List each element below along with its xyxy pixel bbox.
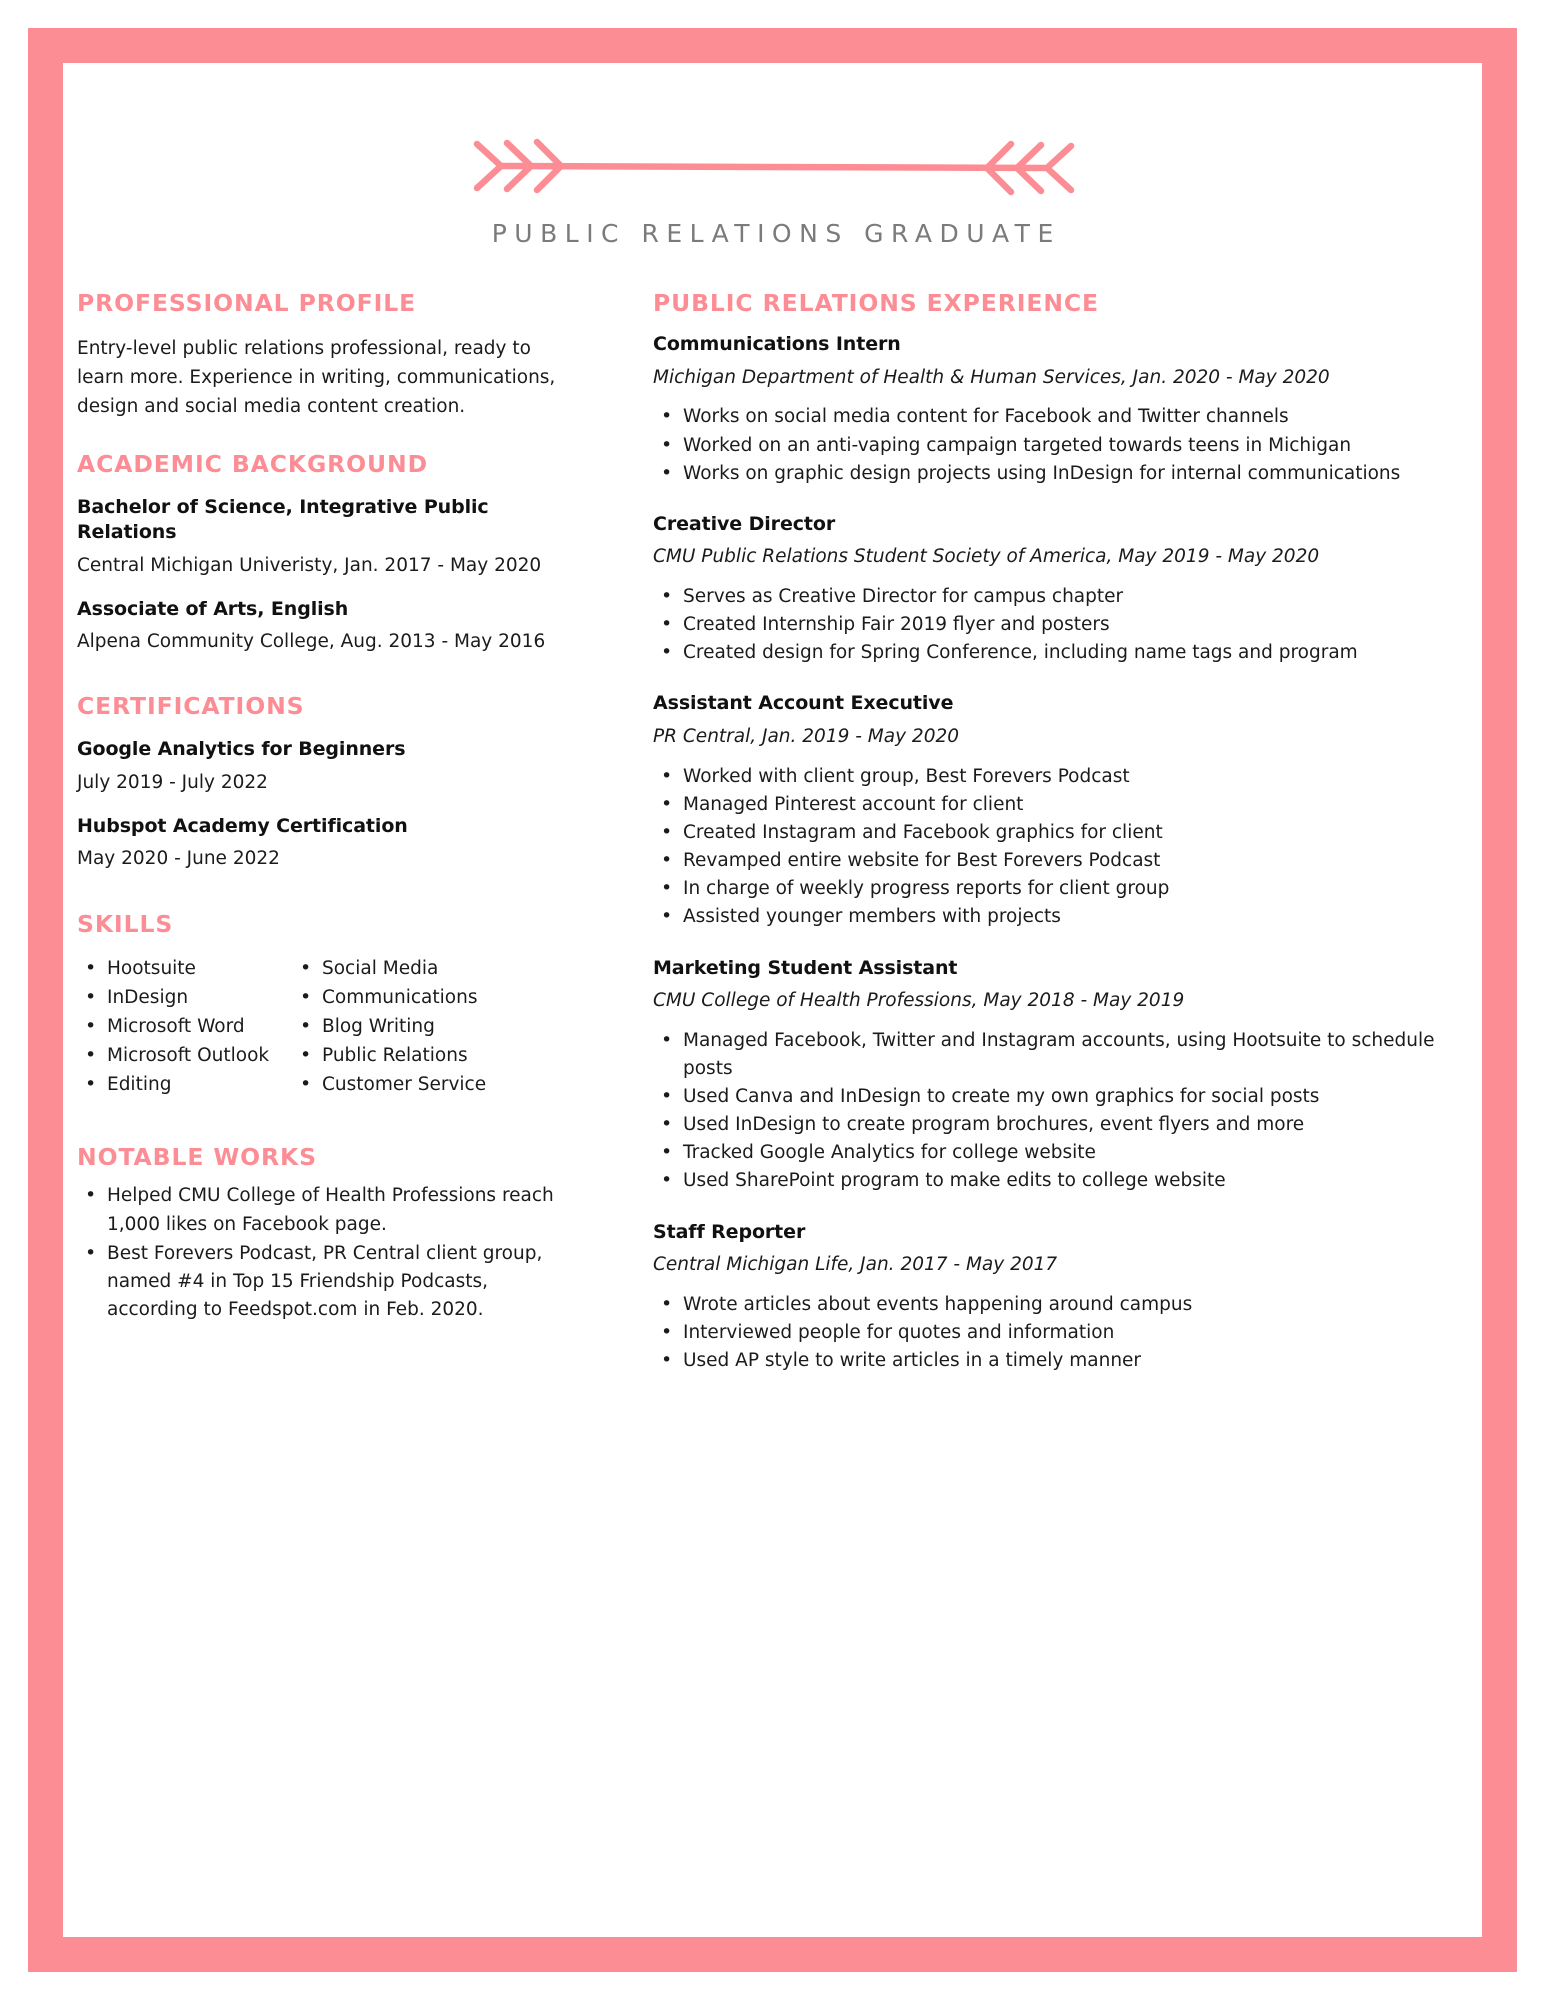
two-column-body (63, 290, 1482, 1375)
education-detail: Central Michigan Univeristy, Jan. 2017 - May 2020 (77, 554, 542, 576)
skills-list (77, 955, 292, 1100)
job-employer: Central Michigan Life, Jan. 2017 - May 2017 (653, 1254, 1058, 1276)
list-item: • Helped CMU College of Health Professions reach 1,000 likes on Facebook page. (77, 1182, 566, 1238)
list-item: • Tracked Google Analytics for college website (653, 1139, 1466, 1167)
list-item: • Social Media (292, 955, 566, 983)
certification-entry (77, 737, 566, 796)
list-item: • In charge of weekly progress reports for client group (653, 875, 1466, 903)
job-bullets (653, 403, 1466, 487)
arrow-decoration (63, 125, 1482, 205)
list-item: • Managed Facebook, Twitter and Instagram accounts, using Hootsuite to schedule posts (653, 1027, 1466, 1083)
job-entry (653, 1220, 1466, 1376)
professional-profile-text: Entry-level public relations professional, ready to learn more. Experience in writing, communications, design and social media content creation. (77, 338, 556, 418)
job-entry (653, 512, 1466, 668)
certification-name: Hubspot Academy Certification (77, 814, 408, 837)
list-item: • Managed Pinterest account for client (653, 791, 1466, 819)
education-entry (77, 495, 566, 580)
list-item: • Wrote articles about events happening around campus (653, 1291, 1466, 1319)
section-academic-background (77, 451, 566, 656)
list-item: • Serves as Creative Director for campus chapter (653, 583, 1466, 611)
job-employer: PR Central, Jan. 2019 - May 2020 (653, 726, 960, 748)
section-heading-professional-profile: PROFESSIONAL PROFILE (77, 289, 417, 317)
education-detail: Alpena Community College, Aug. 2013 - May 2016 (77, 631, 546, 653)
section-skills (77, 911, 566, 1101)
list-item: • Best Forevers Podcast, PR Central client group, named #4 in Top 15 Friendship Podcasts, according to Feedspot.com in Feb. 2020. (77, 1240, 566, 1324)
job-bullets (653, 1027, 1466, 1196)
job-employer: CMU Public Relations Student Society of America, May 2019 - May 2020 (653, 546, 1320, 568)
section-certifications (77, 693, 566, 873)
job-entry (653, 956, 1466, 1196)
certification-dates: May 2020 - June 2022 (77, 848, 280, 870)
list-item: • Used AP style to write articles in a timely manner (653, 1347, 1466, 1375)
list-item: • Interviewed people for quotes and information (653, 1319, 1466, 1347)
job-title: Staff Reporter (653, 1220, 806, 1243)
section-professional-profile (77, 290, 566, 422)
skills-column-one (77, 955, 292, 1101)
list-item: • Worked on an anti-vaping campaign targeted towards teens in Michigan (653, 432, 1466, 460)
job-employer: CMU College of Health Professions, May 2018 - May 2019 (653, 990, 1185, 1012)
education-degree: Associate of Arts, English (77, 597, 349, 620)
section-heading-skills: SKILLS (77, 909, 174, 938)
education-entry (77, 597, 566, 656)
section-notable-works (77, 1144, 566, 1324)
list-item: • Used SharePoint program to make edits to college website (653, 1167, 1466, 1195)
job-title: Marketing Student Assistant (653, 956, 958, 979)
job-title: Communications Intern (653, 333, 901, 356)
certification-dates: July 2019 - July 2022 (77, 771, 268, 793)
list-item: • Created design for Spring Conference, including name tags and program (653, 639, 1466, 667)
job-entry (653, 332, 1466, 488)
list-item: • Worked with client group, Best Forevers Podcast (653, 763, 1466, 791)
resume-header (63, 63, 1482, 248)
right-column (653, 290, 1482, 1375)
list-item: • Editing (77, 1071, 292, 1099)
job-title: Creative Director (653, 512, 836, 535)
section-heading-public-relations-experience: PUBLIC RELATIONS EXPERIENCE (653, 289, 1099, 317)
skills-list (292, 955, 566, 1100)
job-bullets (653, 763, 1466, 932)
job-employer: Michigan Department of Health & Human Services, Jan. 2020 - May 2020 (653, 366, 1330, 388)
left-column (63, 290, 590, 1325)
skills-columns (77, 955, 566, 1101)
list-item: • Communications (292, 984, 566, 1012)
skills-column-two (292, 955, 566, 1101)
list-item: • Assisted younger members with projects (653, 903, 1466, 931)
list-item: • Created Instagram and Facebook graphics for client (653, 819, 1466, 847)
list-item: • Used Canva and InDesign to create my own graphics for social posts (653, 1083, 1466, 1111)
list-item: • Microsoft Outlook (77, 1042, 292, 1070)
section-heading-academic-background: ACADEMIC BACKGROUND (77, 449, 429, 478)
list-item: • Hootsuite (77, 955, 292, 983)
list-item: • Microsoft Word (77, 1013, 292, 1041)
resume-content (63, 63, 1482, 1937)
education-degree: Bachelor of Science, Integrative Public Relations (77, 495, 489, 544)
job-title: Assistant Account Executive (653, 692, 954, 715)
list-item: • Works on social media content for Facebook and Twitter channels (653, 403, 1466, 431)
list-item: • Used InDesign to create program brochures, event flyers and more (653, 1111, 1466, 1139)
list-item: • Created Internship Fair 2019 flyer and posters (653, 611, 1466, 639)
double-arrow-icon (463, 130, 1083, 200)
notable-works-list (77, 1182, 566, 1324)
job-entry (653, 691, 1466, 931)
job-bullets (653, 1291, 1466, 1375)
list-item: • Works on graphic design projects using InDesign for internal communications (653, 460, 1466, 488)
job-bullets (653, 583, 1466, 667)
list-item: • Revamped entire website for Best Forevers Podcast (653, 847, 1466, 875)
certification-entry (77, 814, 566, 873)
list-item: • Blog Writing (292, 1013, 566, 1041)
list-item: • InDesign (77, 984, 292, 1012)
list-item: • Customer Service (292, 1071, 566, 1099)
section-heading-notable-works: NOTABLE WORKS (77, 1143, 317, 1172)
section-heading-certifications: CERTIFICATIONS (77, 692, 305, 721)
list-item: • Public Relations (292, 1042, 566, 1070)
certification-name: Google Analytics for Beginners (77, 738, 406, 761)
page-title: PUBLIC RELATIONS GRADUATE (491, 219, 1061, 248)
